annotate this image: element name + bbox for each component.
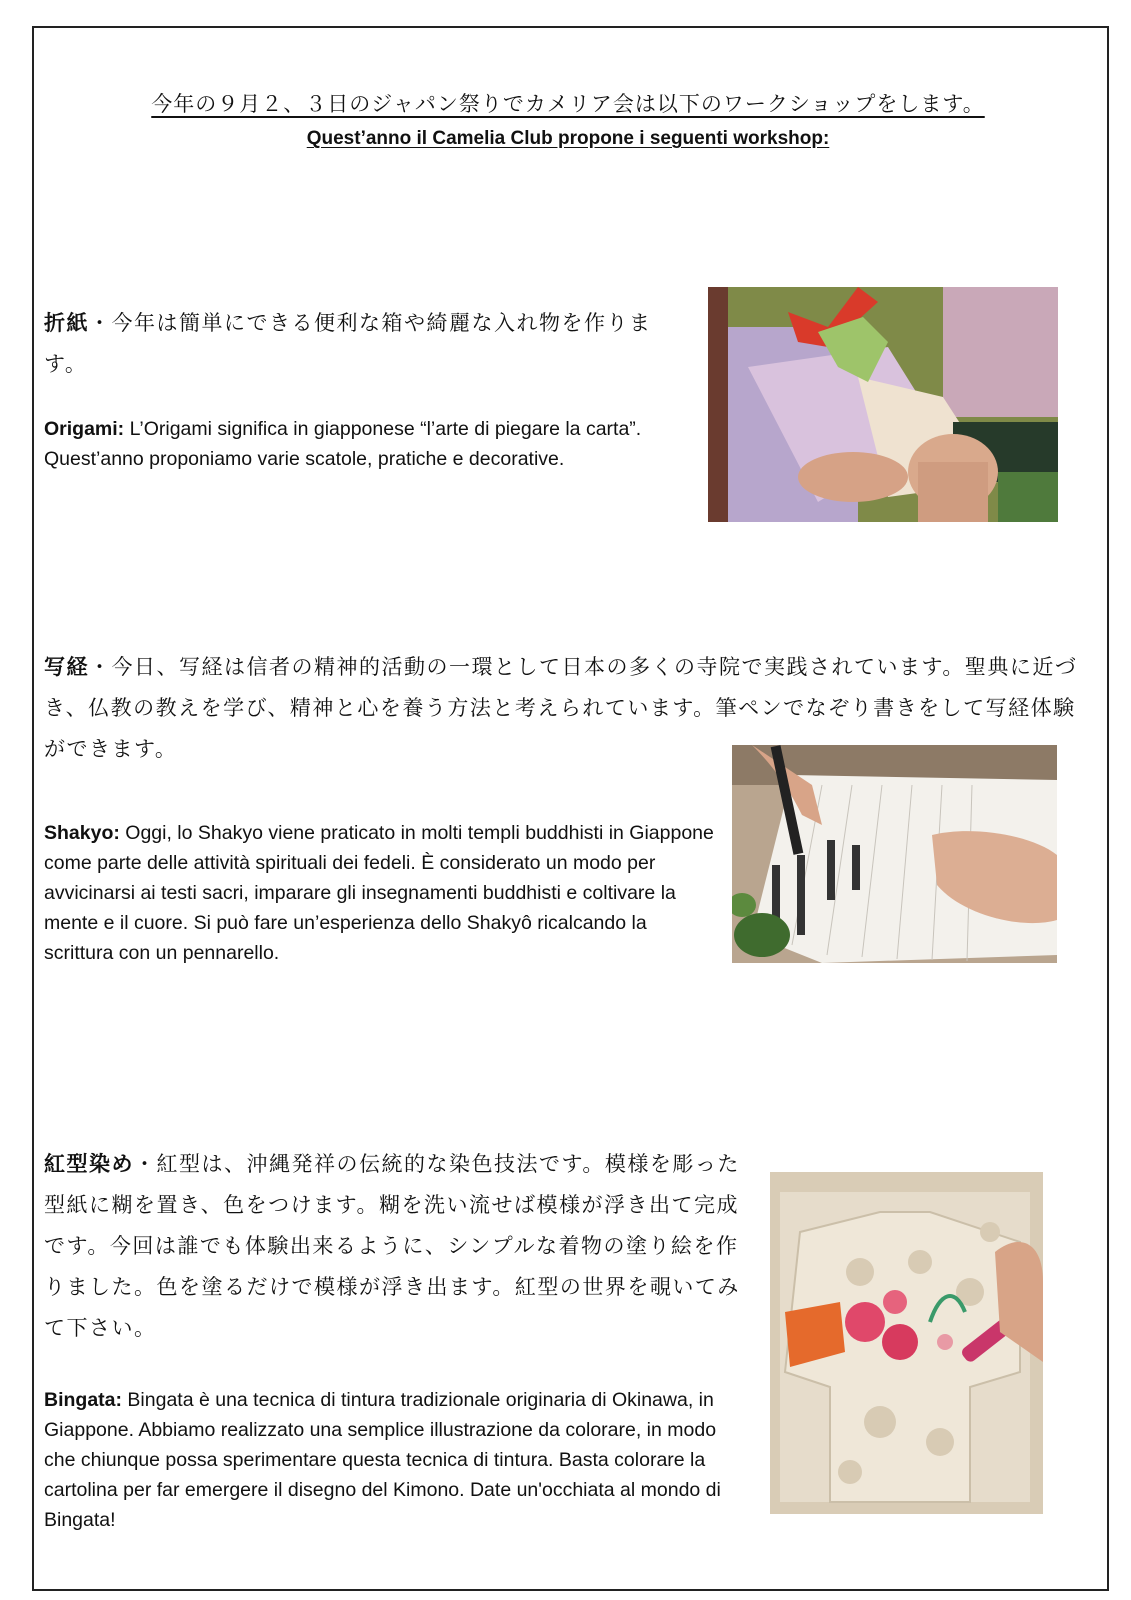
shakyo-italian-text xyxy=(44,818,714,968)
bingata-italian-text xyxy=(44,1385,744,1535)
bingata-japanese-text xyxy=(44,1143,744,1349)
bingata-japanese-body: ・紅型は、沖縄発祥の伝統的な染色技法です。模様を彫った型紙に糊を置き、色をつけます。糊を洗い流せば模様が浮き出て完成です。今回は誰でも体験出来るように、シンプルな着物の塗り絵を作りました。色を塗るだけで模様が浮き出ます。紅型の世界を覗いてみて下さい。 xyxy=(44,1152,740,1340)
bingata-japanese-heading: 紅型染め xyxy=(44,1151,134,1176)
bingata-italian-body: Bingata è una tecnica di tintura tradizionale originaria di Okinawa, in Giappone. Abbiamo realizzato una semplice illustrazione da colorare, in modo che chiunque possa sperimentare questa tecnica di tintura. Basta colorare la cartolina per far emergere il disegno del Kimono. Date un'occhiata al mondo di Bingata! xyxy=(44,1389,721,1531)
origami-photo xyxy=(708,287,1058,522)
page-title-italian: Quest’anno il Camelia Club propone i seguenti workshop: xyxy=(306,128,830,149)
shakyo-italian-heading: Shakyo: xyxy=(44,822,120,844)
bingata-photo xyxy=(770,1172,1043,1514)
shakyo-japanese-heading: 写経 xyxy=(44,654,89,679)
origami-italian-text xyxy=(44,414,674,474)
origami-japanese-text xyxy=(44,302,674,385)
origami-japanese-body: ・今年は簡単にできる便利な箱や綺麗な入れ物を作ります。 xyxy=(44,311,652,376)
shakyo-italian-body: Oggi, lo Shakyo viene praticato in molti templi buddhisti in Giappone come parte delle attività spirituali dei fedeli. È considerato un modo per avvicinarsi ai testi sacri, imparare gli insegnamenti buddhisti e coltivare la mente e il cuore. Si può fare un’esperienza dello Shakyô ricalcando la scrittura con un pennarello. xyxy=(44,822,714,964)
shakyo-photo xyxy=(732,745,1057,963)
origami-italian-body: L’Origami significa in giapponese “l’arte di piegare la carta”. Quest’anno proponiamo varie scatole, pratiche e decorative. xyxy=(44,418,642,470)
origami-italian-heading: Origami: xyxy=(44,418,125,440)
origami-japanese-heading: 折紙 xyxy=(44,310,89,335)
bingata-italian-heading: Bingata: xyxy=(44,1389,122,1411)
shakyo-japanese-body: ・今日、写経は信者の精神的活動の一環として日本の多くの寺院で実践されています。聖典に近づき、仏教の教えを学び、精神と心を養う方法と考えられています。筆ペンでなぞり書きをして写経体験ができます。 xyxy=(44,655,1078,761)
page-title-japanese: 今年の９月２、３日のジャパン祭りでカメリア会は以下のワークショップをします。 xyxy=(151,92,985,116)
